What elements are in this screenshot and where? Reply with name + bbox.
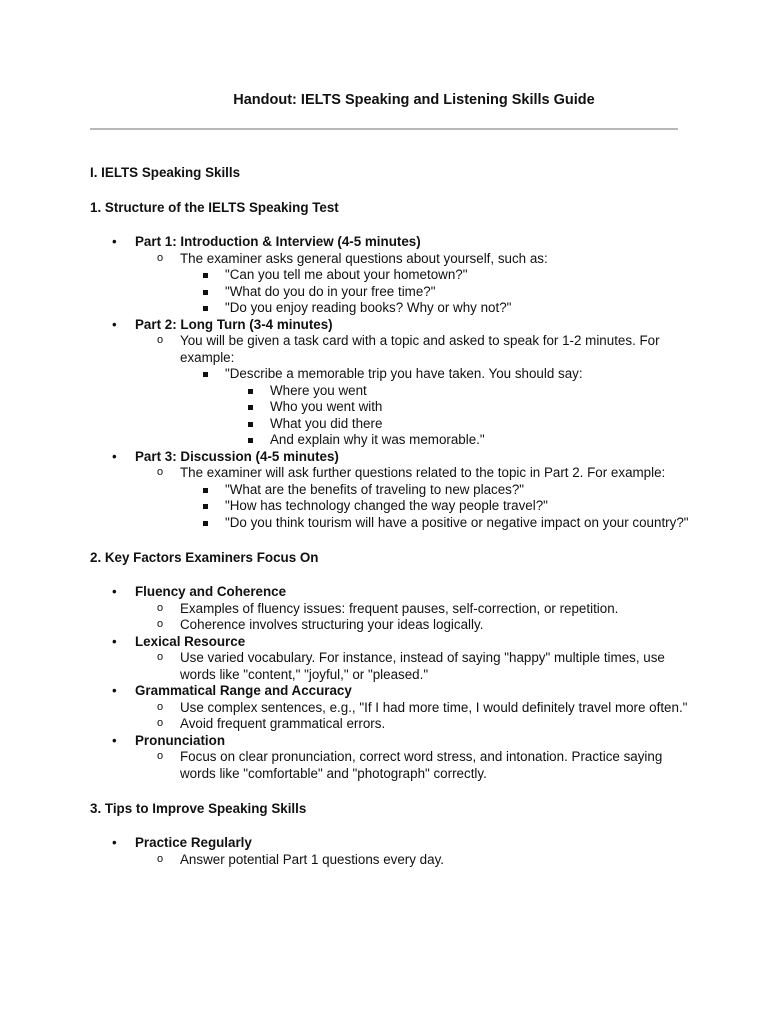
- list-item-grammar: [90, 683, 690, 733]
- factor-label: Fluency and Coherence: [135, 584, 287, 599]
- list-item: o Answer potential Part 1 questions every day.: [135, 852, 690, 869]
- list-item-part-1: [90, 234, 690, 317]
- list-item: What you did there: [225, 416, 690, 433]
- part-label: Part 1: Introduction & Interview (4-5 minutes): [135, 234, 421, 249]
- list-item: "Describe a memorable trip you have taken. You should say: Where you went Who you went with What you did there And explain why it was memorable.": [180, 366, 690, 449]
- factor-label: Grammatical Range and Accuracy: [135, 683, 352, 698]
- list-item: "Do you enjoy reading books? Why or why not?": [180, 300, 690, 317]
- part-label: Part 3: Discussion (4-5 minutes): [135, 448, 339, 464]
- list-item: o Use complex sentences, e.g., "If I had more time, I would definitely travel more often.": [135, 700, 690, 717]
- list-item: o You will be given a task card with a topic and asked to speak for 1-2 minutes. For example: "Describe a memorable trip you have taken. You should say: Where you went Who you went with What you did there And explain why it was memorable.": [135, 333, 690, 449]
- list-item: o Avoid frequent grammatical errors.: [135, 716, 690, 733]
- subsection-heading-tips: 3. Tips to Improve Speaking Skills: [90, 801, 307, 816]
- part-label: Part 2: Long Turn (3-4 minutes): [135, 316, 333, 332]
- list-item: "What are the benefits of traveling to new places?": [180, 482, 690, 499]
- factor-label: Pronunciation: [135, 732, 226, 748]
- list-item: "Can you tell me about your hometown?": [180, 267, 690, 284]
- list-item: Where you went: [225, 383, 690, 400]
- subsection-heading-structure: 1. Structure of the IELTS Speaking Test: [90, 200, 339, 215]
- subsection-heading-key-factors: 2. Key Factors Examiners Focus On: [90, 550, 319, 565]
- list-item: o The examiner asks general questions about yourself, such as: "Can you tell me about your hometown?" "What do you do in your free time?" "Do you enjoy reading books? Why or why not?": [135, 251, 690, 317]
- list-item: "How has technology changed the way people travel?": [180, 498, 690, 515]
- test-parts-list: [90, 234, 690, 531]
- list-item: And explain why it was memorable.": [225, 432, 690, 449]
- tips-list: [90, 835, 690, 868]
- tip-label: Practice Regularly: [135, 835, 252, 850]
- key-factors-list: [90, 584, 690, 782]
- list-item: Who you went with: [225, 399, 690, 416]
- list-item: "Do you think tourism will have a positive or negative impact on your country?": [180, 515, 690, 532]
- list-item-pronunciation: [90, 733, 690, 783]
- page-title: Handout: IELTS Speaking and Listening Skills Guide: [233, 92, 595, 108]
- document-body: [90, 164, 690, 868]
- list-item-lexical: [90, 634, 690, 684]
- list-item: o Use varied vocabulary. For instance, instead of saying "happy" multiple times, use words like "content," "joyful," or "pleased.": [135, 650, 690, 683]
- list-item: "What do you do in your free time?": [180, 284, 690, 301]
- list-item: o Focus on clear pronunciation, correct word stress, and intonation. Practice saying words like "comfortable" and "photograph" correctly.: [135, 749, 690, 782]
- list-item: o Examples of fluency issues: frequent pauses, self-correction, or repetition.: [135, 601, 690, 618]
- list-item: o Coherence involves structuring your ideas logically.: [135, 617, 690, 634]
- list-item-part-2: [90, 317, 690, 449]
- list-item: o The examiner will ask further questions related to the topic in Part 2. For example: "What are the benefits of traveling to new places?" "How has technology changed the way people travel?" "Do you think tourism will have a positive or negative impact on your country?": [135, 465, 690, 531]
- list-item-fluency: [90, 584, 690, 634]
- title-divider: [90, 128, 678, 130]
- section-heading-speaking: I. IELTS Speaking Skills: [90, 165, 241, 180]
- factor-label: Lexical Resource: [135, 633, 246, 649]
- list-item-practice: [90, 835, 690, 868]
- list-item-part-3: [90, 449, 690, 532]
